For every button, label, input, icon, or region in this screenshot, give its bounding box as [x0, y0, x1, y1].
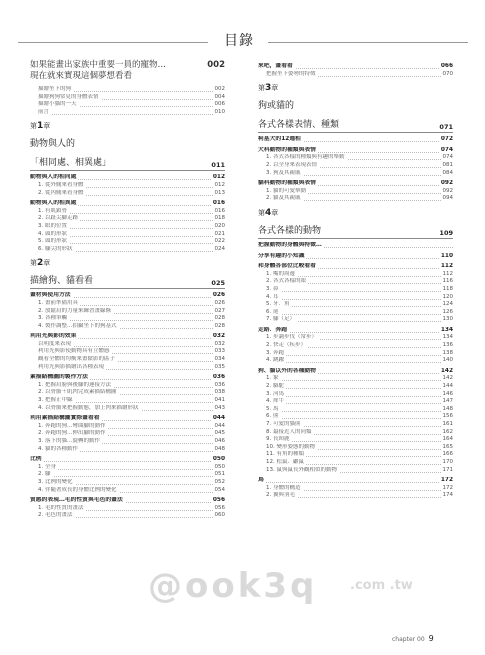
toc-entry-page: 033: [214, 348, 225, 355]
toc-entry-label: 2. 以趾尖腳走路: [38, 215, 78, 222]
toc-entry-page: 124: [442, 301, 453, 308]
toc-entry: [30, 308, 225, 316]
toc-entry-page: 002: [214, 86, 225, 92]
toc-section: [258, 368, 453, 376]
toc-section: [30, 174, 225, 182]
toc-entry: [30, 94, 225, 102]
header-rule-right: [268, 42, 468, 43]
chapter-title: 動物與人的: [30, 139, 76, 150]
toc-entry-label: 描繪小貓的一天: [38, 101, 77, 108]
toc-entry-label: 2. 奔跑的狗…伸出腳的動作: [38, 430, 106, 437]
toc-entry: [30, 238, 225, 246]
toc-entry-label: 3. 各種筆觸: [38, 315, 67, 322]
toc-entry-label: 2. 腳: [38, 471, 51, 478]
toc-entry-page: 013: [214, 189, 225, 196]
toc-entry-page: 016: [214, 207, 225, 214]
toc-entry: [30, 464, 225, 472]
toc-entry-page: 142: [442, 375, 453, 382]
toc-entry: [258, 154, 453, 162]
toc-entry-page: 006: [214, 101, 225, 108]
toc-entry-label: 1. 奔跑的狗…彎曲腳的動作: [38, 422, 106, 429]
toc-entry-page: 165: [442, 443, 453, 450]
page-title: 目錄: [224, 33, 254, 49]
toc-entry: [30, 223, 225, 231]
toc-entry-label: 4. 犀牛: [266, 398, 284, 405]
toc-entry-label: 1. 把握肩膀與後腳的連接方法: [38, 381, 111, 388]
toc-entry-page: 050: [212, 456, 225, 463]
toc-entry-label: 分享有趣的小知識: [258, 252, 305, 259]
toc-section: [258, 63, 453, 71]
toc-entry: [258, 398, 453, 406]
chapter-number-digit: 2: [37, 258, 44, 269]
chapter-title-row: [30, 150, 225, 169]
toc-entry-label: 7. 可愛的貓熊: [266, 421, 301, 427]
toc-entry-label: 1. 從外側來看身體: [38, 181, 84, 188]
toc-entry-label: 4. 以骨骼來把握動態，加上肉來描繪形狀: [38, 404, 139, 411]
toc-entry-label: 動物與人的相異處: [30, 200, 77, 207]
toc-entry: [30, 382, 225, 390]
toc-entry-label: 3. 鼻: [266, 285, 279, 292]
toc-entry-label: 5. 牙．角: [266, 301, 290, 308]
toc-entry: [258, 406, 453, 414]
toc-section: [30, 415, 225, 423]
toc-entry: [30, 231, 225, 239]
toc-entry-label: 10. 變形姿態的動物: [266, 443, 315, 450]
toc-entry: [258, 421, 453, 429]
toc-entry-label: 貓科動物的種類與表情: [258, 180, 316, 187]
toc-entry-label: 2. 貓及其親戚: [266, 195, 301, 202]
toc-section: [258, 242, 453, 250]
toc-entry-page: 164: [442, 436, 453, 443]
toc-entry: [258, 162, 453, 170]
toc-entry: [30, 246, 225, 254]
toc-entry-label: 觀看全體的均衡來畫陰影的區子: [38, 356, 116, 363]
chapter-number-digit: 4: [265, 207, 272, 218]
toc-entry-page: 032: [214, 340, 225, 347]
toc-entry-page: 016: [212, 200, 225, 207]
chapter-number-digit: 1: [37, 121, 44, 132]
toc-entry-label: 1. 嘴的周邊: [266, 270, 295, 277]
toc-entry-label: 4. 耳: [266, 293, 279, 300]
toc-entry: [258, 429, 453, 437]
toc-entry-page: 020: [214, 222, 225, 229]
chapter-divider: [30, 170, 225, 171]
intro-heading: [30, 60, 225, 82]
toc-entry-page: 171: [442, 466, 453, 473]
chapter-title-row: [258, 112, 453, 131]
toc-entry-label: 6. 熊: [266, 413, 279, 420]
toc-entry-page: 034: [214, 356, 225, 363]
toc-entry: [30, 405, 225, 413]
toc-section: [258, 180, 453, 188]
toc-right-column: [258, 60, 453, 500]
chapter-number: 第2章: [30, 258, 51, 269]
toc-left-column: [30, 60, 225, 520]
toc-entry-page: 045: [214, 430, 225, 437]
toc-entry-page: 028: [214, 315, 225, 322]
toc-entry: [30, 190, 225, 198]
toc-entry-page: 094: [442, 195, 453, 202]
toc-entry-page: 026: [212, 292, 225, 299]
toc-entry: [258, 383, 453, 391]
toc-entry-page: 066: [440, 63, 453, 69]
toc-entry-label: 1. 象: [266, 375, 279, 382]
toc-section: [258, 477, 453, 485]
toc-entry-page: 172: [442, 484, 453, 491]
toc-entry-label: 4. 頭的形狀: [38, 230, 67, 237]
toc-entry: [30, 423, 225, 431]
toc-entry-label: 來吧，畫看看: [258, 63, 293, 69]
toc-entry-page: 174: [442, 492, 453, 499]
toc-entry: [30, 356, 225, 364]
chapter-title: 各式各樣的動物: [258, 225, 322, 236]
toc-entry-label: 柯基犬的12週相: [258, 136, 301, 143]
toc-entry-label: 1. 身體的構造: [266, 484, 301, 491]
intro-line: 現在就來實現這個夢想看看: [30, 71, 133, 81]
chapter-page: 071: [439, 123, 453, 132]
toc-entry-page: 043: [214, 404, 225, 411]
toc-entry: [258, 485, 453, 493]
toc-entry-label: 描繪狗狗常見的身體表情: [38, 93, 99, 100]
toc-entry-label: 1. 貓的可愛舉動: [266, 187, 306, 194]
toc-entry-page: 170: [442, 458, 453, 465]
toc-entry-page: 074: [440, 146, 453, 153]
toc-entry-page: 136: [442, 342, 453, 349]
toc-entry: [30, 323, 225, 331]
toc-entry-page: 018: [214, 215, 225, 222]
toc-entry-label: 利用光與影使動物具有立體感: [38, 348, 110, 355]
toc-entry-label: 描繪坐下的狗: [38, 86, 72, 92]
toc-entry: [258, 357, 453, 365]
toc-entry-label: 11. 有角的種類: [266, 451, 304, 458]
toc-entry-page: 056: [214, 504, 225, 511]
chapter-page: 011: [211, 161, 225, 170]
toc-entry: [30, 471, 225, 479]
chapter-page: 109: [439, 228, 453, 237]
toc-entry-label: 2. 以骨骼＋肌肉完成素描結構圖: [38, 389, 117, 396]
toc-entry-label: 利用光與影的效果: [30, 333, 77, 340]
toc-entry-label: 比例: [30, 456, 42, 463]
toc-entry-page: 072: [440, 136, 453, 143]
chapter-title: 描繪狗、貓看看: [30, 276, 94, 287]
toc-entry: [30, 182, 225, 190]
toc-entry-page: 161: [442, 421, 453, 427]
toc-entry-page: 027: [214, 307, 225, 314]
toc-entry: [258, 301, 453, 309]
toc-entry-label: 素描結構圖的製作方法: [30, 374, 88, 381]
toc-entry: [258, 459, 453, 467]
toc-entry-page: 140: [442, 357, 453, 364]
chapter-divider: [30, 288, 225, 289]
toc-entry-page: 134: [442, 334, 453, 341]
toc-entry-page: 012: [214, 181, 225, 188]
toc-entry-page: 021: [214, 230, 225, 237]
chapter-heading: [30, 121, 225, 171]
toc-entry: [30, 101, 225, 109]
toc-entry: [30, 512, 225, 520]
toc-entry-page: 112: [440, 263, 453, 270]
toc-entry-page: 060: [214, 512, 225, 519]
toc-entry-label: 3. 比例的變化: [38, 478, 73, 485]
toc-section: [258, 263, 453, 271]
toc-entry-page: 012: [212, 174, 225, 181]
toc-entry-label: 1. 全身: [38, 463, 56, 470]
toc-entry: [30, 389, 225, 397]
toc-entry-label: 3. 奔跑: [266, 349, 284, 356]
toc-entry-page: 116: [442, 278, 453, 285]
toc-entry-page: 134: [440, 326, 453, 333]
toc-entry: [258, 188, 453, 196]
toc-entry-label: 2. 從內側來看身體: [38, 189, 84, 196]
toc-section: [30, 374, 225, 382]
toc-entry: [258, 391, 453, 399]
toc-entry-page: 004: [214, 93, 225, 100]
toc-entry-page: 148: [442, 405, 453, 412]
toc-section: [30, 333, 225, 341]
toc-entry: [258, 413, 453, 421]
toc-entry-label: 1. 步調步伐（常步）: [266, 334, 317, 341]
toc-entry-label: 畫材與使用方法: [30, 292, 71, 299]
toc-entry-page: 026: [214, 299, 225, 306]
toc-entry-label: 動物與人的相同處: [30, 174, 77, 181]
toc-entry-page: 050: [214, 463, 225, 470]
watermark-logo: @ook3q: [148, 566, 318, 606]
toc-entry: [258, 294, 453, 302]
toc-entry: [30, 364, 225, 372]
chapter-heading: [258, 83, 453, 133]
toc-entry-page: 166: [442, 451, 453, 458]
toc-entry-label: 狗、貓以外的各種動物: [258, 367, 316, 374]
toc-section: [258, 136, 453, 144]
toc-entry-label: 2. 放鬆肩的力量來練習畫線條: [38, 307, 111, 314]
toc-entry-label: 鳥: [258, 477, 264, 484]
toc-entry: [258, 195, 453, 203]
toc-entry-page: 142: [440, 367, 453, 374]
chapter-divider: [258, 132, 453, 133]
toc-entry-page: 147: [442, 398, 453, 405]
toc-entry-page: 048: [214, 445, 225, 452]
chapter-divider: [258, 238, 453, 239]
chapter-title: 「相同處、相異處」: [30, 158, 112, 169]
toc-section: [30, 292, 225, 300]
toc-entry-label: 8. 最接近人的同類: [266, 428, 312, 435]
toc-entry-page: 112: [442, 270, 453, 277]
toc-entry-label: 3. 眼的位置: [38, 222, 67, 229]
toc-entry-page: 084: [442, 169, 453, 176]
toc-entry-page: 044: [212, 415, 225, 422]
toc-entry: [30, 397, 225, 405]
toc-entry-label: 2. 毛色的畫法: [38, 512, 73, 519]
toc-entry: [30, 86, 225, 94]
toc-entry: [30, 487, 225, 495]
chapter-heading: [30, 258, 225, 289]
toc-entry-label: 利用光與影描繪出各種表現: [38, 363, 105, 370]
toc-entry-label: 前言: [38, 108, 50, 115]
toc-entry: [258, 170, 453, 178]
toc-entry: [30, 109, 225, 117]
toc-entry-page: 046: [214, 438, 225, 444]
toc-entry-page: 172: [440, 477, 453, 484]
toc-section: [258, 327, 453, 335]
toc-entry-page: 110: [440, 252, 453, 259]
toc-entry-label: 7. 腳（足）: [266, 316, 295, 323]
toc-entry-label: 12. 松鼠．鼴鼠: [266, 458, 304, 465]
toc-section: [258, 147, 453, 155]
toc-entry: [258, 271, 453, 279]
toc-entry-page: 010: [214, 108, 225, 115]
toc-entry: [30, 479, 225, 487]
chapter-page: 025: [211, 279, 225, 288]
toc-entry-page: 118: [442, 285, 453, 292]
toc-entry-label: 把握坐下姿勢的特徵: [266, 70, 316, 77]
toc-entry-page: 028: [214, 322, 225, 329]
toc-entry-page: 138: [442, 349, 453, 356]
page-footer: [392, 634, 434, 643]
chapter-title: 狗或貓的: [258, 101, 295, 112]
toc-entry: [30, 215, 225, 223]
toc-entry-label: 2. 各式各樣的眼: [266, 278, 306, 285]
toc-entry: [258, 436, 453, 444]
toc-entry-label: 2. 駱駝: [266, 383, 284, 390]
toc-entry-label: 把握動物的身體與特徵…: [258, 241, 322, 248]
toc-entry-label: 2. 以全身來表現表情: [266, 161, 317, 168]
toc-entry: [258, 278, 453, 286]
toc-entry-page: 036: [212, 374, 225, 381]
toc-entry-label: 3. 落下的貓…旋轉的動作: [38, 438, 100, 444]
toc-entry-label: 6. 尾: [266, 308, 279, 315]
toc-entry-page: 052: [214, 478, 225, 485]
toc-entry: [258, 467, 453, 475]
toc-entry: [30, 315, 225, 323]
toc-entry-label: 4. 製作調整…拍攝坐下的狗基式: [38, 322, 117, 329]
toc-entry-label: 6. 腳尖的形狀: [38, 245, 73, 252]
toc-entry-label: 1. 各式各樣的種類與有趣的舉動: [266, 154, 345, 161]
watermark-domain: .com .tw: [350, 578, 413, 593]
toc-entry-page: 074: [442, 154, 453, 161]
toc-entry-page: 036: [214, 381, 225, 388]
chapter-number: 第4章: [258, 207, 279, 218]
toc-entry-page: 162: [442, 428, 453, 435]
toc-entry-label: 4. 跳躍: [266, 357, 284, 364]
toc-entry: [30, 438, 225, 446]
toc-entry-page: 024: [214, 245, 225, 252]
toc-entry-page: 032: [212, 333, 225, 340]
toc-entry-label: 1. 有肌鎖骨: [38, 207, 67, 214]
toc-entry: [258, 316, 453, 324]
toc-entry-label: 犬科動物的種類與表情: [258, 146, 316, 153]
toc-entry-page: 144: [442, 383, 453, 390]
toc-entry: [258, 309, 453, 317]
toc-entry-label: 9. 長頸鹿: [266, 436, 290, 443]
toc-entry: [258, 350, 453, 358]
chapter-number-digit: 3: [265, 83, 272, 94]
chapter-number: 第3章: [258, 83, 279, 94]
intro-page: 002: [207, 60, 225, 70]
toc-entry: [30, 348, 225, 356]
toc-entry-label: 走路．奔跑: [258, 326, 287, 333]
toc-entry-page: 035: [214, 363, 225, 370]
toc-entry-page: 051: [214, 471, 225, 478]
toc-entry: [258, 71, 453, 79]
toc-entry-label: 以明度來表現: [38, 340, 72, 347]
toc-entry: [258, 375, 453, 383]
chapter-title-row: [30, 131, 225, 150]
toc-entry-label: 13. 鼠與鼠長外觀相似的動物: [266, 466, 337, 473]
toc-entry: [258, 342, 453, 350]
toc-entry-page: 054: [214, 486, 225, 493]
toc-entry-label: 1. 畫前準備用具: [38, 299, 78, 306]
toc-entry-page: 044: [214, 422, 225, 429]
toc-entry-page: 092: [442, 187, 453, 194]
toc-entry: [258, 444, 453, 452]
toc-entry-page: 092: [440, 180, 453, 187]
toc-entry-page: 070: [442, 70, 453, 77]
toc-entry: [30, 446, 225, 454]
header-rule-left: [18, 42, 208, 43]
chapter-title: 各式各樣表情、種類: [258, 120, 340, 131]
footer-page-number: 9: [428, 634, 434, 643]
toc-entry: [258, 451, 453, 459]
toc-entry-page: 146: [442, 390, 453, 397]
chapter-heading: [258, 208, 453, 239]
toc-section: [30, 456, 225, 464]
toc-entry-label: 4. 貓的各種動作: [38, 445, 78, 452]
toc-entry-label: 4. 伴隨著成長的身體比例的變化: [38, 486, 117, 493]
toc-entry-label: 1. 毛的性質的畫法: [38, 504, 84, 511]
toc-entry: [258, 286, 453, 294]
chapter-number: 第1章: [30, 121, 51, 132]
chapter-title-row: [258, 93, 453, 112]
toc-entry: [30, 430, 225, 438]
toc-entry-label: 5. 馬: [266, 405, 279, 412]
chapter-title-row: [258, 218, 453, 237]
toc-entry-page: 081: [442, 161, 453, 168]
toc-entry-label: 5. 頭的形狀: [38, 238, 67, 245]
toc-entry-page: 120: [442, 293, 453, 300]
toc-entry-page: 126: [442, 308, 453, 315]
toc-entry-label: 3. 河馬: [266, 390, 284, 397]
toc-entry-label: 3. 狗及其親戚: [266, 169, 301, 176]
toc-entry-page: 156: [442, 413, 453, 420]
toc-entry-page: 130: [442, 316, 453, 323]
toc-section: [30, 200, 225, 208]
toc-entry-page: 038: [214, 389, 225, 396]
toc-entry-label: 2. 翼與羽毛: [266, 492, 295, 499]
intro-line: 如果能畫出家族中重要一員的寵物…: [30, 60, 167, 70]
chapter-title-row: [30, 268, 225, 287]
toc-entry-page: 041: [214, 397, 225, 404]
toc-entry: [30, 300, 225, 308]
toc-entry-label: 和身體各部位比較看看: [258, 263, 316, 270]
toc-entry: [30, 505, 225, 513]
toc-entry: [30, 341, 225, 349]
toc-entry-label: 3. 把握正中線: [38, 397, 73, 404]
toc-entry: [258, 334, 453, 342]
toc-entry: [30, 208, 225, 216]
toc-entry-label: 利用素描結構圖實際畫看看: [30, 415, 100, 422]
toc-section: [258, 253, 453, 261]
toc-entry-page: 022: [214, 238, 225, 245]
toc-entry: [258, 492, 453, 500]
toc-entry-label: 2. 快走（疾步）: [266, 342, 306, 349]
toc-entry-label: 質感的表現…毛的性質與毛色的畫法: [30, 497, 123, 504]
toc-entry-page: 056: [212, 497, 225, 504]
toc-section: [30, 497, 225, 505]
footer-chapter-label: chapter 00: [392, 636, 425, 643]
